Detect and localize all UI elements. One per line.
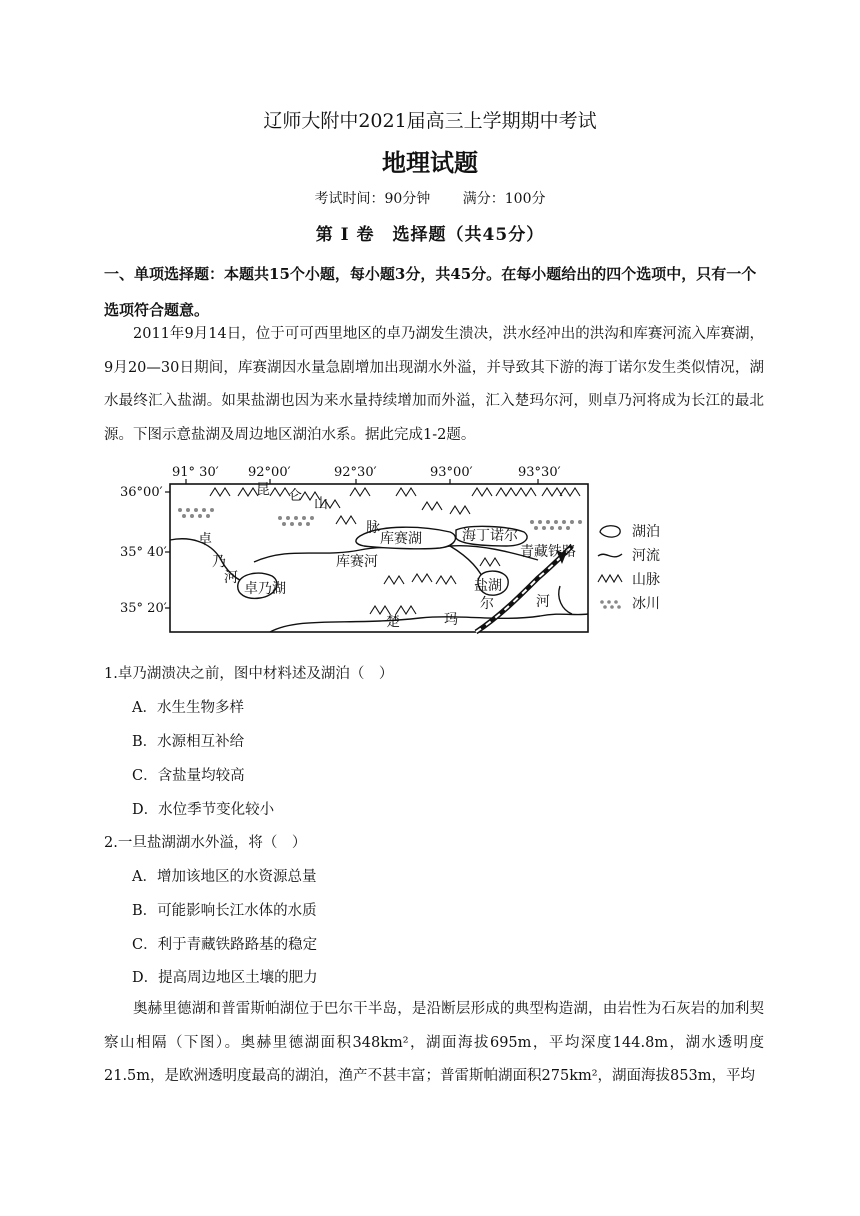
legend-glacier-label: 冰川	[632, 596, 660, 612]
label-kusai-river: 库赛河	[336, 554, 378, 570]
full-score: 满分：100分	[462, 191, 546, 207]
lat-label: 35° 40′	[120, 545, 167, 560]
instructions: 一、单项选择题：本题共15个小题，每小题3分，共45分。在每小题给出的四个选项中，只有一个选项符合题意。	[104, 265, 757, 319]
q1-option-a: A．水生生物多样	[132, 700, 244, 716]
q2-option-c: C．利于青藏铁路路基的稳定	[132, 937, 318, 953]
label-zhuonai-lake: 卓乃湖	[244, 581, 286, 597]
q2-option-b: B．可能影响长江水体的水质	[132, 903, 317, 919]
lon-label: 91° 30′	[172, 465, 219, 480]
q1-option-c: C．含盐量均较高	[132, 768, 245, 784]
lat-label: 36°00′	[120, 485, 163, 500]
label-he: 河	[224, 570, 238, 586]
legend-mountain-icon	[598, 575, 622, 582]
exam-meta	[0, 188, 860, 208]
legend-mountain-label: 山脉	[632, 572, 660, 588]
legend-lake-icon	[600, 526, 620, 537]
glacier-symbols	[178, 508, 582, 530]
label-lun: 仑	[288, 488, 302, 504]
label-he: 河	[536, 594, 550, 610]
label-ma: 玛	[444, 612, 458, 628]
label-kun: 昆	[256, 482, 270, 498]
lon-label: 92°30′	[334, 465, 377, 480]
subject-title: 地理试题	[382, 148, 478, 177]
lon-label: 92°00′	[248, 465, 291, 480]
label-kusai-lake: 库赛湖	[380, 531, 422, 547]
legend-river-icon	[598, 554, 622, 557]
label-yan-lake: 盐湖	[474, 578, 502, 594]
exam-title: 辽师大附中2021届高三上学期期中考试	[263, 110, 597, 132]
q1-option-d: D．水位季节变化较小	[132, 802, 275, 818]
label-haidingnuoer: 海丁诺尔	[462, 528, 518, 544]
section-title: 第 Ⅰ 卷 选择题（共45分）	[315, 225, 545, 245]
passage-2: 奥赫里德湖和普雷斯帕湖位于巴尔干半岛，是沿断层形成的典型构造湖，由岩性为石灰岩的加利契察山相隔（下图）。奥赫里德湖面积348km²，湖面海拔695m，平均深度144.8m，湖水透明度21.5m，是欧洲透明度最高的湖泊，渔产不甚丰富；普雷斯帕湖面积275km²，湖面海拔853m，平均	[104, 1001, 764, 1084]
label-railway: 青藏铁路	[520, 544, 576, 560]
lat-label: 35° 20′	[120, 601, 167, 616]
label-shan: 山	[314, 496, 328, 512]
label-er: 尔	[480, 596, 494, 612]
question-1: 1.卓乃湖溃决之前，图中材料述及湖泊（ ）	[104, 666, 394, 682]
q2-option-a: A．增加该地区的水资源总量	[132, 869, 317, 885]
lon-label: 93°30′	[518, 465, 561, 480]
label-nai: 乃	[212, 554, 226, 570]
label-mai: 脉	[366, 520, 380, 536]
legend-glacier-icon	[600, 600, 621, 609]
legend-lake-label: 湖泊	[632, 524, 660, 540]
exam-time: 考试时间：90分钟	[314, 191, 431, 207]
question-2: 2.一旦盐湖湖水外溢，将（ ）	[104, 835, 307, 851]
map-legend	[598, 524, 660, 612]
passage-1: 2011年9月14日，位于可可西里地区的卓乃湖发生溃决，洪水经冲出的洪沟和库赛河流入库赛湖，9月20—30日期间，库赛湖因水量急剧增加出现湖水外溢，并导致其下游的海丁诺尔发生类似情况，湖水最终汇入盐湖。如果盐湖也因为来水量持续增加而外溢，汇入楚玛尔河，则卓乃河将成为长江的最北源。下图示意盐湖及周边地区湖泊水系。据此完成1-2题。	[104, 326, 764, 443]
label-zhuo: 卓	[198, 532, 212, 548]
lon-label: 93°00′	[430, 465, 473, 480]
lake-system-map	[120, 465, 680, 638]
legend-river-label: 河流	[632, 548, 660, 564]
label-chu: 楚	[386, 614, 400, 630]
q2-option-d: D．提高周边地区土壤的肥力	[132, 970, 318, 986]
q1-option-b: B．水源相互补给	[132, 734, 245, 750]
